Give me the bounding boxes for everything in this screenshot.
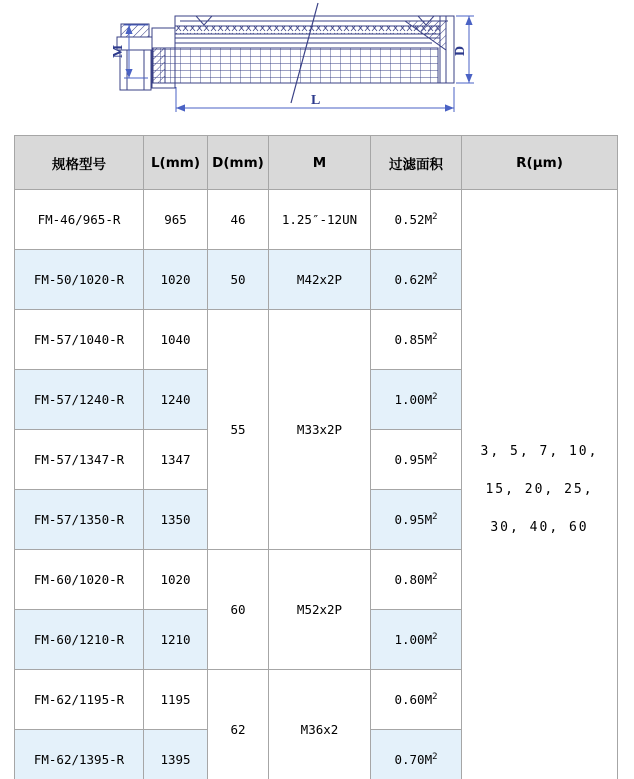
filter-area-cell: $1.00M^2$ xyxy=(371,610,462,670)
model-cell: FM-57/1350-R xyxy=(15,490,144,550)
filter-body-outline xyxy=(117,3,454,103)
model-cell: FM-57/1240-R xyxy=(15,370,144,430)
length-cell: 1195 xyxy=(144,670,208,730)
filter-area-cell: $0.62M^2$ xyxy=(371,250,462,310)
col-header-area: 过滤面积 xyxy=(371,136,462,190)
dimension-label-m: M xyxy=(111,44,126,58)
model-cell: FM-57/1040-R xyxy=(15,310,144,370)
col-header-model: 规格型号 xyxy=(15,136,144,190)
diameter-cell: 60 xyxy=(208,550,269,670)
length-cell: 1020 xyxy=(144,250,208,310)
length-cell: 1020 xyxy=(144,550,208,610)
spec-table-head xyxy=(15,136,618,190)
filter-area-cell: $1.00M^2$ xyxy=(371,370,462,430)
model-cell: FM-50/1020-R xyxy=(15,250,144,310)
thread-cell: M36x2 xyxy=(269,670,371,779)
diameter-cell: 50 xyxy=(208,250,269,310)
length-cell: 1210 xyxy=(144,610,208,670)
thread-cell: M33x2P xyxy=(269,310,371,550)
model-cell: FM-62/1395-R xyxy=(15,730,144,779)
filter-area-cell: $0.95M^2$ xyxy=(371,430,462,490)
length-cell: 1350 xyxy=(144,490,208,550)
micron-rating-cell: 3, 5, 7, 10, 15, 20, 25, 30, 40, 60 xyxy=(462,190,618,779)
model-cell: FM-62/1195-R xyxy=(15,670,144,730)
dimension-label-d: D xyxy=(453,45,468,56)
length-cell: 1395 xyxy=(144,730,208,779)
length-cell: 965 xyxy=(144,190,208,250)
filter-technical-drawing xyxy=(0,0,634,133)
spec-table-body xyxy=(15,190,618,779)
model-cell: FM-60/1210-R xyxy=(15,610,144,670)
col-header-l: L(mm) xyxy=(144,136,208,190)
col-header-d: D(mm) xyxy=(208,136,269,190)
filter-area-cell: $0.95M^2$ xyxy=(371,490,462,550)
filter-area-cell: $0.60M^2$ xyxy=(371,670,462,730)
dimension-label-l: L xyxy=(311,93,321,108)
filter-area-cell: $0.85M^2$ xyxy=(371,310,462,370)
length-cell: 1040 xyxy=(144,310,208,370)
spec-table xyxy=(14,135,618,779)
diameter-cell: 62 xyxy=(208,670,269,779)
filter-area-cell: $0.52M^2$ xyxy=(371,190,462,250)
length-cell: 1347 xyxy=(144,430,208,490)
model-cell: FM-60/1020-R xyxy=(15,550,144,610)
thread-cell: M52x2P xyxy=(269,550,371,670)
table-row xyxy=(15,190,618,250)
length-cell: 1240 xyxy=(144,370,208,430)
col-header-m: M xyxy=(269,136,371,190)
model-cell: FM-46/965-R xyxy=(15,190,144,250)
col-header-r: R(μm) xyxy=(462,136,618,190)
thread-cell: M42x2P xyxy=(269,250,371,310)
filter-area-cell: $0.80M^2$ xyxy=(371,550,462,610)
model-cell: FM-57/1347-R xyxy=(15,430,144,490)
filter-area-cell: $0.70M^2$ xyxy=(371,730,462,779)
diameter-cell: 46 xyxy=(208,190,269,250)
spec-table-container xyxy=(14,135,617,779)
diameter-cell: 55 xyxy=(208,310,269,550)
thread-cell: 1.25″-12UN xyxy=(269,190,371,250)
